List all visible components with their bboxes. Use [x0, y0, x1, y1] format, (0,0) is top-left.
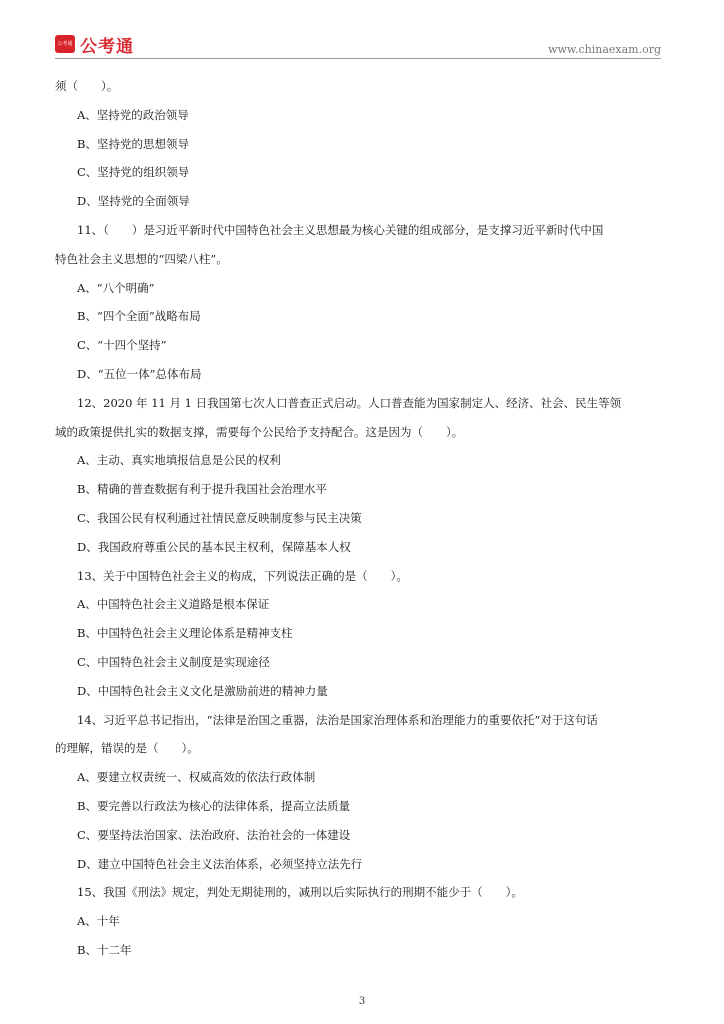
site-url: www.chinaexam.org	[548, 43, 661, 56]
page-number: 3	[358, 996, 366, 1007]
answer-option: B、要完善以行政法为核心的法律体系，提高立法质量	[77, 798, 350, 813]
question-text: 13、关于中国特色社会主义的构成，下列说法正确的是（ ）。	[77, 568, 408, 583]
answer-option: A、“八个明确”	[77, 280, 155, 295]
question-text-continued: 的理解，错误的是（ ）。	[55, 741, 199, 756]
question-text: 11、（ ）是习近平新时代中国特色社会主义思想最为核心关键的组成部分，是支撑习近平新时代中国	[77, 222, 604, 237]
answer-option: B、中国特色社会主义理论体系是精神支柱	[77, 626, 293, 641]
answer-option: D、中国特色社会主义文化是激励前进的精神力量	[77, 683, 328, 698]
answer-option: C、坚持党的组织领导	[77, 165, 190, 180]
question-text: 15、我国《刑法》规定，判处无期徒刑的，减刑以后实际执行的刑期不能少于（ ）。	[77, 885, 523, 900]
document-body	[55, 72, 667, 965]
logo	[55, 34, 134, 57]
page-header	[0, 0, 724, 64]
answer-option: C、要坚持法治国家、法治政府、法治社会的一体建设	[77, 827, 351, 842]
question-text-continued: 域的政策提供扎实的数据支撑，需要每个公民给予支持配合。这是因为（ ）。	[55, 424, 464, 439]
answer-option: D、建立中国特色社会主义法治体系，必须坚持立法先行	[77, 856, 363, 871]
answer-option: D、“五位一体”总体布局	[77, 366, 202, 381]
answer-option: A、中国特色社会主义道路是根本保证	[77, 597, 270, 612]
answer-option: D、我国政府尊重公民的基本民主权利，保障基本人权	[77, 539, 351, 554]
answer-option: C、“十四个坚持”	[77, 338, 167, 353]
answer-option: C、中国特色社会主义制度是实现途径	[77, 654, 270, 669]
header-divider	[55, 58, 661, 59]
question-text: 12、2020 年 11 月 1 日我国第七次人口普查正式启动。人口普查能为国家制定人、经济、社会、民生等领	[77, 395, 622, 410]
answer-option: B、坚持党的思想领导	[77, 136, 189, 151]
answer-option: C、我国公民有权利通过社情民意反映制度参与民主决策	[77, 510, 362, 525]
answer-option: B、精确的普查数据有利于提升我国社会治理水平	[77, 482, 327, 497]
answer-option: D、坚持党的全面领导	[77, 194, 190, 209]
question-text-continued: 特色社会主义思想的“四梁八柱”。	[55, 251, 228, 266]
question-text-continued: 须（ ）。	[55, 79, 119, 93]
answer-option: B、“四个全面”战略布局	[77, 309, 201, 324]
answer-option: A、要建立权责统一、权威高效的依法行政体制	[77, 770, 316, 785]
question-text: 14、习近平总书记指出，“法律是治国之重器，法治是国家治理体系和治理能力的重要依托”对于这句话	[77, 712, 598, 727]
answer-option: A、主动、真实地填报信息是公民的权利	[77, 453, 281, 468]
logo-badge-icon: 公考通	[55, 35, 75, 53]
answer-option: B、十二年	[77, 942, 132, 957]
answer-option: A、十年	[77, 914, 120, 929]
answer-option: A、坚持党的政治领导	[77, 107, 189, 122]
logo-text: 公考通	[80, 36, 134, 57]
